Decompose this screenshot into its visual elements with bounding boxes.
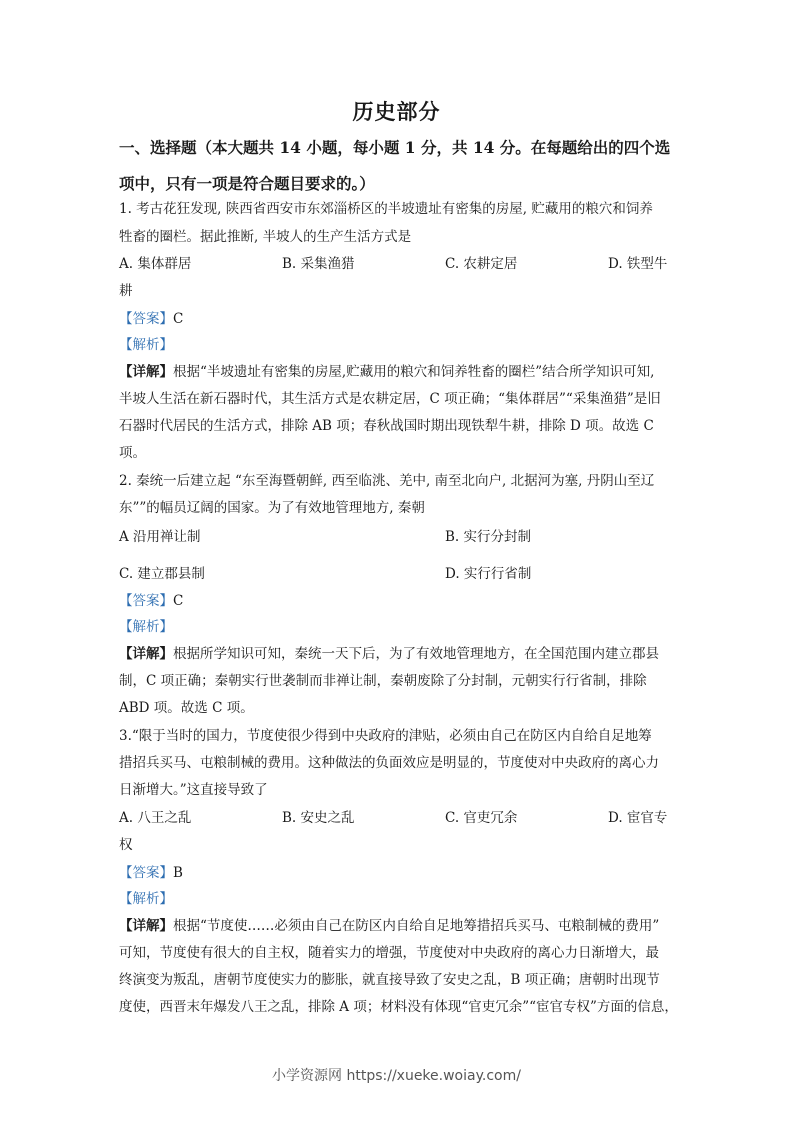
option-c: C. 农耕定居 [445, 256, 518, 272]
detail-label: 【详解】 [119, 646, 173, 662]
option-d: D. 宦官专 [608, 810, 668, 826]
detail-line: 项。 [119, 445, 146, 461]
detail-line: 半坡人生活在新石器时代，其生活方式是农耕定居，C 项正确；“集体群居”“采集渔猎”是旧 [119, 391, 661, 407]
analysis-label: 【解析】 [119, 337, 173, 353]
option-d: D. 实行行省制 [445, 566, 532, 582]
question-stem: 措招兵买马、屯粮制械的费用。这种做法的负面效应是明显的，节度使对中央政府的离心力 [119, 755, 659, 771]
answer-value: B [173, 865, 183, 881]
option-d: D. 铁型牛 [608, 256, 668, 272]
question-stem: 东””的幅员辽阔的国家。为了有效地管理地方, 秦朝 [119, 500, 425, 516]
page-title: 历史部分 [352, 99, 441, 124]
detail-label: 【详解】 [119, 364, 173, 380]
answer-line [119, 591, 679, 611]
detail-label: 【详解】 [119, 918, 173, 934]
footer-watermark: 小学资源网 https://xueke.woiay.com/ [272, 1068, 521, 1084]
section-heading-line1: 一、选择题（本大题共 14 小题，每小题 1 分，共 14 分。在每题给出的四个选 [119, 138, 671, 157]
analysis-line [119, 617, 679, 637]
question-stem: 1. 考古花狂发现, 陕西省西安市东郊淄桥区的半坡遗址有密集的房屋, 贮藏用的粮穴和饲养 [119, 201, 653, 217]
option-d-wrap: 权 [119, 837, 133, 853]
answer-label: 【答案】 [119, 311, 173, 327]
answer-label: 【答案】 [119, 593, 173, 609]
analysis-line [119, 335, 679, 355]
option-c: C. 官吏冗余 [445, 810, 518, 826]
option-d-wrap: 耕 [119, 283, 133, 299]
option-a: A 沿用禅让制 [119, 529, 201, 545]
detail-line: 度使，西晋末年爆发八王之乱，排除 A 项；材料没有体现“官吏冗余”“宦官专权”方面的信息， [119, 999, 678, 1015]
answer-line [119, 863, 679, 883]
answer-label: 【答案】 [119, 865, 173, 881]
detail-line: 【详解】根据“节度使……必须由自己在防区内自给自足地筹措招兵买马、屯粮制械的费用” [119, 918, 660, 934]
question-stem: 日渐增大。”这直接导致了 [119, 782, 268, 798]
analysis-line [119, 889, 679, 909]
detail-line: 终演变为叛乱，唐朝节度使实力的膨胀，就直接导致了安史之乱，B 项正确；唐朝时出现节 [119, 972, 660, 988]
answer-value: C [173, 311, 184, 327]
option-b: B. 实行分封制 [445, 529, 532, 545]
answer-line [119, 309, 679, 329]
detail-line: 可知，节度使有很大的自主权，随着实力的增强，节度使对中央政府的离心力日渐增大，最 [119, 945, 659, 961]
question-stem: 2. 秦统一后建立起 “东至海暨朝鲜, 西至临洮、羌中, 南至北向户, 北据河为塞, 丹阴山至辽 [119, 473, 655, 489]
answer-value: C [173, 593, 184, 609]
detail-line: 【详解】根据“半坡遗址有密集的房屋,贮藏用的粮穴和饲养牲畜的圈栏”结合所学知识可知, [119, 364, 655, 380]
option-a: A. 集体群居 [119, 256, 192, 272]
option-c: C. 建立郡县制 [119, 566, 205, 582]
detail-line: 制，C 项正确；秦朝实行世袭制而非禅让制，秦朝废除了分封制，元朝实行行省制，排除 [119, 673, 647, 689]
option-b: B. 安史之乱 [282, 810, 355, 826]
detail-line: 石器时代居民的生活方式，排除 AB 项；春秋战国时期出现铁犁牛耕，排除 D 项。故选 C [119, 418, 654, 434]
option-b: B. 采集渔猎 [282, 256, 355, 272]
section-heading-line2: 项中，只有一项是符合题目要求的。） [119, 174, 375, 193]
analysis-label: 【解析】 [119, 619, 173, 635]
detail-line: ABD 项。故选 C 项。 [119, 700, 254, 716]
question-stem: 3.“限于当时的国力，节度使很少得到中央政府的津贴，必须由自己在防区内自给自足地筹 [119, 728, 652, 744]
detail-line: 【详解】根据所学知识可知，秦统一天下后，为了有效地管理地方，在全国范围内建立郡县 [119, 646, 659, 662]
analysis-label: 【解析】 [119, 891, 173, 907]
option-a: A. 八王之乱 [119, 810, 192, 826]
question-stem: 牲畜的圈栏。据此推断, 半坡人的生产生活方式是 [119, 229, 412, 245]
